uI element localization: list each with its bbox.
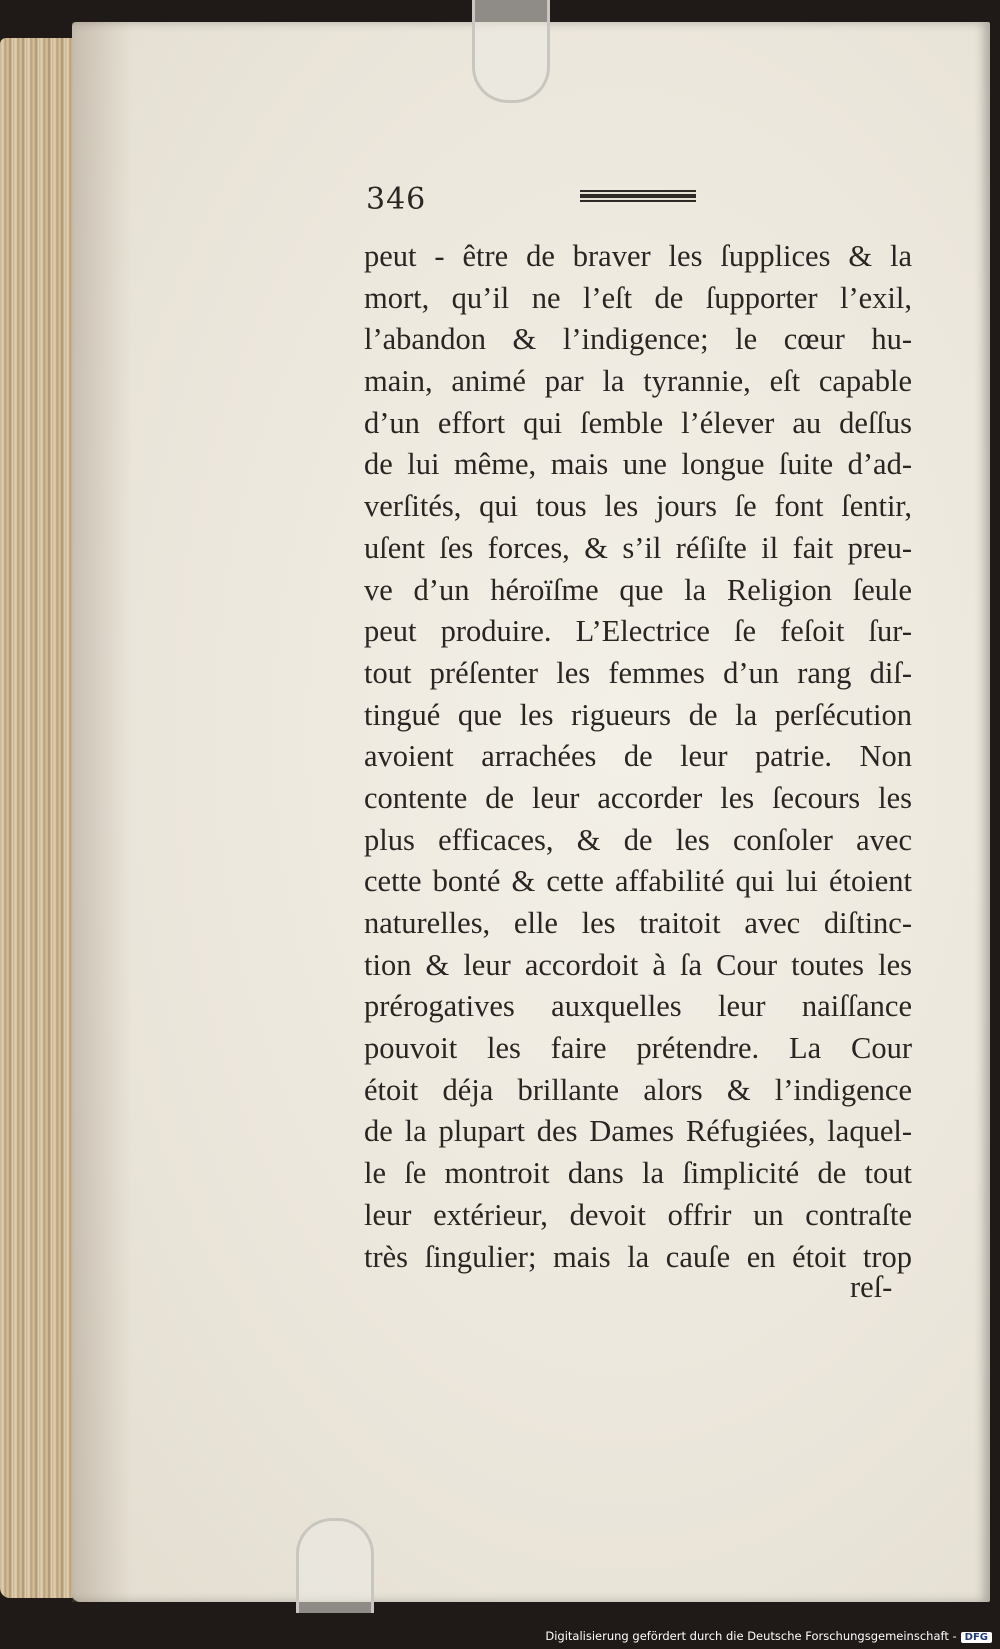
top-page-clip: [472, 0, 550, 103]
text-line: peut produire. L’Electrice ſe feſoit ſur-: [364, 614, 912, 649]
text-line: plus efficaces, & de les conſoler avec: [364, 822, 912, 857]
text-line: très ſingulier; mais la cauſe en étoit trop: [364, 1239, 912, 1274]
text-line: naturelles, elle les traitoit avec diſtinc-: [364, 906, 912, 940]
text-line: main, animé par la tyrannie, eſt capable: [364, 364, 912, 399]
dfg-credit: [545, 1629, 992, 1643]
text-line: pouvoit les faire prétendre. La Cour: [364, 1031, 912, 1066]
page-number: 346: [366, 182, 427, 217]
dfg-logo: DFG: [961, 1632, 992, 1643]
text-line: tout préſenter les femmes d’un rang diſ-: [364, 655, 912, 690]
text-line: ve d’un héroïſme que la Religion ſeule: [364, 572, 912, 607]
text-line: avoient arrachées de leur patrie. Non: [364, 739, 912, 774]
text-line: mort, qu’il ne l’eſt de ſupporter l’exil,: [364, 280, 912, 315]
header-rule: [580, 190, 696, 202]
text-line: tion & leur accordoit à ſa Cour toutes les: [364, 947, 912, 982]
text-line: tingué que les rigueurs de la perſécution: [364, 697, 912, 732]
text-line: de la plupart des Dames Réfugiées, laquel-: [364, 1114, 912, 1149]
text-line: uſent ſes forces, & s’il réſiſte il fait preu-: [364, 530, 912, 565]
text-line: l’abandon & l’indigence; le cœur hu-: [364, 322, 912, 357]
text-line: verſités, qui tous les jours ſe font ſentir,: [364, 489, 912, 524]
text-line: d’un effort qui ſemble l’élever au deſſus: [364, 405, 912, 440]
catchword: reſ-: [850, 1270, 893, 1304]
text-line: contente de leur accorder les ſecours les: [364, 780, 912, 815]
credit-text: Digitalisierung gefördert durch die Deutsche Forschungsgemeinschaft -: [545, 1629, 957, 1643]
text-line: le ſe montroit dans la ſimplicité de tout: [364, 1156, 912, 1191]
text-line: de lui même, mais une longue ſuite d’ad-: [364, 447, 912, 482]
text-line: prérogatives auxquelles leur naiſſance: [364, 989, 912, 1024]
text-line: leur extérieur, devoit offrir un contraſte: [364, 1197, 912, 1232]
text-line: peut - être de braver les ſupplices & la: [364, 239, 912, 273]
text-line: cette bonté & cette affabilité qui lui étoient: [364, 864, 912, 899]
text-line: étoit déja brillante alors & l’indigence: [364, 1072, 912, 1107]
body-text: [364, 236, 912, 1278]
